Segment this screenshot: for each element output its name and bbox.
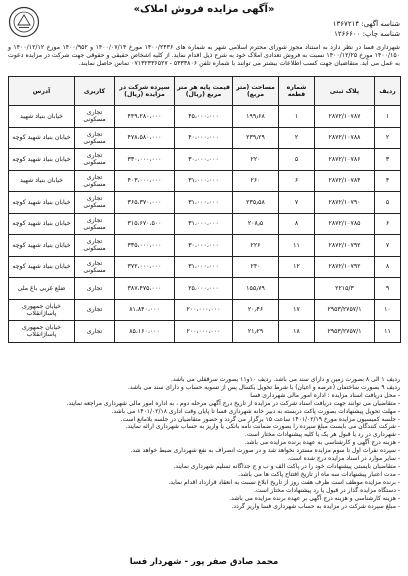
cell-row: ۱: [375, 106, 401, 128]
cell-usage: تجاری مسکونی: [75, 192, 115, 214]
col-header-row: ردیف: [375, 77, 401, 106]
cell-row: ۸: [375, 256, 401, 278]
cell-address: خیابان جمهوری پاساژانقلاب: [9, 299, 75, 321]
cell-lot: ۶: [279, 170, 315, 192]
note-line: - شرکت کنندگان می بایست مبلغ سپرده را بصورت ضمانت نامه بانکی یا واریز به حساب شهرداری ارائه نمایند.: [125, 423, 400, 431]
col-header-plaque: پلاک ثبتی: [315, 77, 375, 106]
cell-plaque: ۲۸۷۲/۱۰۷۹۰: [315, 192, 375, 214]
cell-usage: تجاری: [75, 278, 115, 300]
table-row: [9, 213, 401, 235]
cell-area: ۲۰۸٫۵: [233, 213, 279, 235]
cell-deposit: ۳۳۵،۰۰۰،۰۰۰: [115, 235, 175, 257]
cell-lot: ۲: [279, 127, 315, 149]
cell-base-price: ۳۱،۰۰۰،۰۰۰: [175, 170, 233, 192]
table-row: [9, 256, 401, 278]
cell-address: خیابان بنیاد شهید: [9, 106, 75, 128]
cell-base-price: ۴۵،۰۰۰،۰۰۰: [175, 106, 233, 128]
cell-lot: ۵: [279, 149, 315, 171]
cell-area: ۱۹۹٫۶۸: [233, 106, 279, 128]
cell-address: خیابان بنیاد شهید کوچه: [9, 213, 75, 235]
cell-usage: تجاری مسکونی: [75, 149, 115, 171]
cell-usage: تجاری مسکونی: [75, 213, 115, 235]
cell-row: ۵: [375, 192, 401, 214]
cell-lot: ۱۸: [279, 321, 315, 343]
cell-lot: ۱: [279, 106, 315, 128]
cell-plaque: ۲۲۱۵/۳: [315, 278, 375, 300]
cell-lot: ۷: [279, 192, 315, 214]
table-row: [9, 278, 401, 300]
cell-row: ۶: [375, 213, 401, 235]
cell-plaque: ۲۸۷۲/۱۰۷۹۲: [315, 256, 375, 278]
note-line: - جلسه کمیسیون مزایده مورخ ۱۴۰۱/۰۲/۱۹ ساعت ۱۵ برگزار می گردد و حضور متقاضیان در جلسه بلامانع است.: [120, 415, 400, 423]
cell-area: ۲۴۰: [233, 256, 279, 278]
note-line: - سپرده نفرات اول تا سوم مزایده مسترد نخواهد شد و در صورت انصراف به نفع شهرداری ضبط خواهد شد.: [130, 447, 400, 455]
note-line: ردیف ۱ الی ۸ بصورت زمین و دارای سند می باشد. ردیف ۱۰و۱۱ بصورت سرقفلی می باشد.: [170, 376, 400, 383]
cell-area: ۲۳۹٫۲۹: [233, 127, 279, 149]
cell-address: خیابان بنیاد شهید کوچه: [9, 149, 75, 171]
cell-deposit: ۳۷۲،۰۰۰،۰۰۰: [115, 256, 175, 278]
table-row: [9, 106, 401, 128]
print-number: شناسه چاپ: ۱۲۶۶۶۰۰: [334, 30, 400, 38]
table-row: [9, 321, 401, 343]
intro-paragraph: شهرداری فسا در نظر دارد به استناد مجوز شورای محترم اسلامی شهر به شماره های ۱۴۰۰/۲۴۳۶ مورخ ۱۴۰۰/۰۷/۱۴ و ۱۴۰۰/۹۵۲ مورخ ۱۴۰۰/۱۲/۱۲ و ۱۴۰۰/۱۵۰ مورخ ۱۴۰۰/۱۲/۲۵ نسبت به فروش تعدادی املاک خود به شرح ذیل اقدام نماید. از کلیه اشخاص حقیقی و حقوقی جهت شرکت در مزایده دعوت به عمل می آید. متقاضیان جهت کسب اطلاعات بیشتر می توانند با شماره تلفن ۵۳۳۳۸۰۶ - ۰۷۱۳۲۳۳۶۵۲۷ تماس حاصل نمایند.: [8, 44, 400, 67]
cell-plaque: ۲۸۷۲/۱۰۷۸۶: [315, 149, 375, 171]
table-row: [9, 299, 401, 321]
cell-address: خیابان بنیاد شهید کوچه: [9, 235, 75, 257]
note-line: - مدت اعتبار پیشنهادات سه ماه از تاریخ افتتاح پاکت ها می باشد.: [238, 470, 400, 478]
cell-usage: تجاری: [75, 321, 115, 343]
col-header-deposit: سپرده شرکت در مزایده (ریال): [115, 77, 175, 106]
note-line: - دستگاه مزایده گذار در قبول یا رد پیشنهادات مختار است.: [254, 486, 400, 494]
col-header-usage: کاربری: [75, 77, 115, 106]
ad-number: شناسه آگهی: ۱۳۶۷۲۱۴: [332, 20, 400, 28]
cell-deposit: ۴۰۳،۰۰۰،۰۰۰: [115, 170, 175, 192]
cell-lot: [279, 278, 315, 300]
cell-usage: تجاری مسکونی: [75, 127, 115, 149]
note-line: - برنده مزایده موظف است ظرف هفت روز از تاریخ ابلاغ نسبت به انعقاد قرارداد اقدام نماید.: [168, 478, 400, 486]
cell-base-price: ۲۵،۰۰۰،۰۰۰: [175, 278, 233, 300]
cell-area: ۱۵۵٫۷۹: [233, 278, 279, 300]
cell-usage: تجاری مسکونی: [75, 170, 115, 192]
cell-plaque: ۲۸۷۲/۱۰۷۹۲: [315, 235, 375, 257]
cell-base-price: ۳۰،۰۰۰،۰۰۰: [175, 149, 233, 171]
cell-address: خیابان جمهوری پاساژانقلاب: [9, 321, 75, 343]
cell-deposit: ۸۱،۸۴۰،۰۰۰: [115, 299, 175, 321]
note-line: - مبلغ سپرده شرکت در مزایده به حساب شهرداری فسا واریز گردد.: [231, 502, 400, 510]
notes-section: [8, 376, 400, 510]
cell-lot: ۱۷: [279, 299, 315, 321]
table-header-row: [9, 77, 401, 106]
cell-plaque: ۲۸۷۲/۱۰۷۸۷: [315, 106, 375, 128]
cell-address: خیابان بنیاد شهید کوچه: [9, 127, 75, 149]
note-line: - مهلت تحویل پیشنهادات بصورت پاکت دربسته به دبیر خانه شهرداری فسا تا پایان وقت اداری ۱۴۰۱/۰۲/۱۸ می باشد.: [111, 407, 400, 415]
cell-plaque: ۲۸۷۲/۱۰۷۸۴: [315, 170, 375, 192]
cell-deposit: ۳۸۷،۴۷۵،۰۰۰: [115, 278, 175, 300]
cell-deposit: ۴۴۹،۲۸۰،۰۰۰: [115, 106, 175, 128]
cell-usage: تجاری مسکونی: [75, 235, 115, 257]
cell-base-price: ۳۱،۰۰۰،۰۰۰: [175, 213, 233, 235]
cell-deposit: ۳۶۵،۳۷۰،۰۰۰: [115, 192, 175, 214]
cell-area: ۲۲۰: [233, 149, 279, 171]
cell-lot: ۱۱: [279, 235, 315, 257]
cell-usage: تجاری مسکونی: [75, 106, 115, 128]
cell-address: خیابان بنیاد شهید: [9, 170, 75, 192]
table-row: [9, 127, 401, 149]
cell-lot: ۱۲: [279, 256, 315, 278]
cell-usage: تجاری: [75, 299, 115, 321]
note-line: - هزینه درج آگهی و کارشناسی به عهده برنده مزایده می باشد.: [244, 439, 400, 447]
table-row: [9, 235, 401, 257]
col-header-address: آدرس: [9, 77, 75, 106]
cell-base-price: ۳۱،۰۰۰،۰۰۰: [175, 256, 233, 278]
col-header-lot: شماره قطعه: [279, 77, 315, 106]
cell-plaque: ۲۸۷۲/۱۰۷۸۵: [315, 213, 375, 235]
cell-deposit: ۳۳۰،۰۰۰،۰۰۰: [115, 149, 175, 171]
cell-area: ۲۲۶: [233, 235, 279, 257]
cell-base-price: ۳۱،۰۰۰،۰۰۰: [175, 192, 233, 214]
cell-row: ۳: [375, 149, 401, 171]
table-row: [9, 149, 401, 171]
cell-area: ۲۶۰: [233, 170, 279, 192]
cell-area: ۲۳۵٫۵۸: [233, 192, 279, 214]
note-line: - محل دریافت اسناد مزایده : اداره امور مالی شهرداری فسا: [250, 391, 400, 399]
cell-area: ۲۱٫۲۹: [233, 321, 279, 343]
cell-address: ضلع غربی باغ ملی: [9, 278, 75, 300]
properties-table: [8, 76, 401, 343]
cell-base-price: ۳۰،۰۰۰،۰۰۰: [175, 235, 233, 257]
col-header-base-price: قیمت پایه هر متر مربع (ریال): [175, 77, 233, 106]
cell-row: ۷: [375, 235, 401, 257]
note-line: - شهرداری در رد یا قبول هر یک یا کلیه پیشنهادات مختار است.: [244, 431, 400, 439]
ad-title: «آگهی مزایده فروش املاک»: [133, 4, 275, 15]
cell-area: ۲۰٫۴۶: [233, 299, 279, 321]
note-line: - متقاضیان بایستی پیشنهادات خود را در پاکت الف و ب و ج جداگانه تسلیم شهرداری نمایند.: [173, 462, 400, 470]
cell-row: ۹: [375, 278, 401, 300]
cell-deposit: ۸۵،۱۶۰،۰۰۰: [115, 321, 175, 343]
cell-base-price: ۲۰۰،۰۰۰،۰۰۰: [175, 299, 233, 321]
cell-row: ۴: [375, 170, 401, 192]
note-line: - هزینه کارشناسی و هزینه درج آگهی بر عهده برنده مزایده می باشد.: [229, 494, 400, 502]
cell-base-price: ۲۰۰،۰۰۰،۰۰۰: [175, 321, 233, 343]
cell-row: ۱۱: [375, 321, 401, 343]
cell-row: ۲: [375, 127, 401, 149]
note-line: ردیف ۹ بصورت ساختمان (عرصه و اعیان) با شرط تحویل یکسال پس از تسویه حساب و دارای سند می باشد.: [127, 383, 400, 391]
col-header-area: مساحت (متر مربع): [233, 77, 279, 106]
table-row: [9, 170, 401, 192]
cell-deposit: ۴۷۸،۵۸۰،۰۰۰: [115, 127, 175, 149]
cell-row: ۱۰: [375, 299, 401, 321]
cell-address: خیابان بنیاد شهید کوچه: [9, 192, 75, 214]
mayor-signature: محمد صادق صفر پور - شهردار فسا: [129, 557, 279, 567]
note-line: - متقاضیان می توانند جهت دریافت اسناد شرکت در مزایده از تاریخ درج آگهی مرحله دوم ، به اداره امور مالی شهرداری مراجعه نمایند.: [66, 399, 400, 407]
note-line: - سایر موارد در اسناد مزایده درج شده است.: [287, 455, 400, 463]
cell-plaque: ۲۸۷۲/۱۰۷۸۸: [315, 127, 375, 149]
cell-base-price: ۴۰،۰۰۰،۰۰۰: [175, 127, 233, 149]
cell-lot: ۸: [279, 213, 315, 235]
cell-deposit: ۳۱۵،۶۷۰،۵۰۰: [115, 213, 175, 235]
table-row: [9, 192, 401, 214]
cell-plaque: ۲۹۵۳/۲۷۵۷/۱: [315, 299, 375, 321]
cell-usage: تجاری مسکونی: [75, 256, 115, 278]
cell-plaque: ۲۹۵۳/۲۷۵۷/۱: [315, 321, 375, 343]
cell-address: خیابان بنیاد شهید کوچه: [9, 256, 75, 278]
